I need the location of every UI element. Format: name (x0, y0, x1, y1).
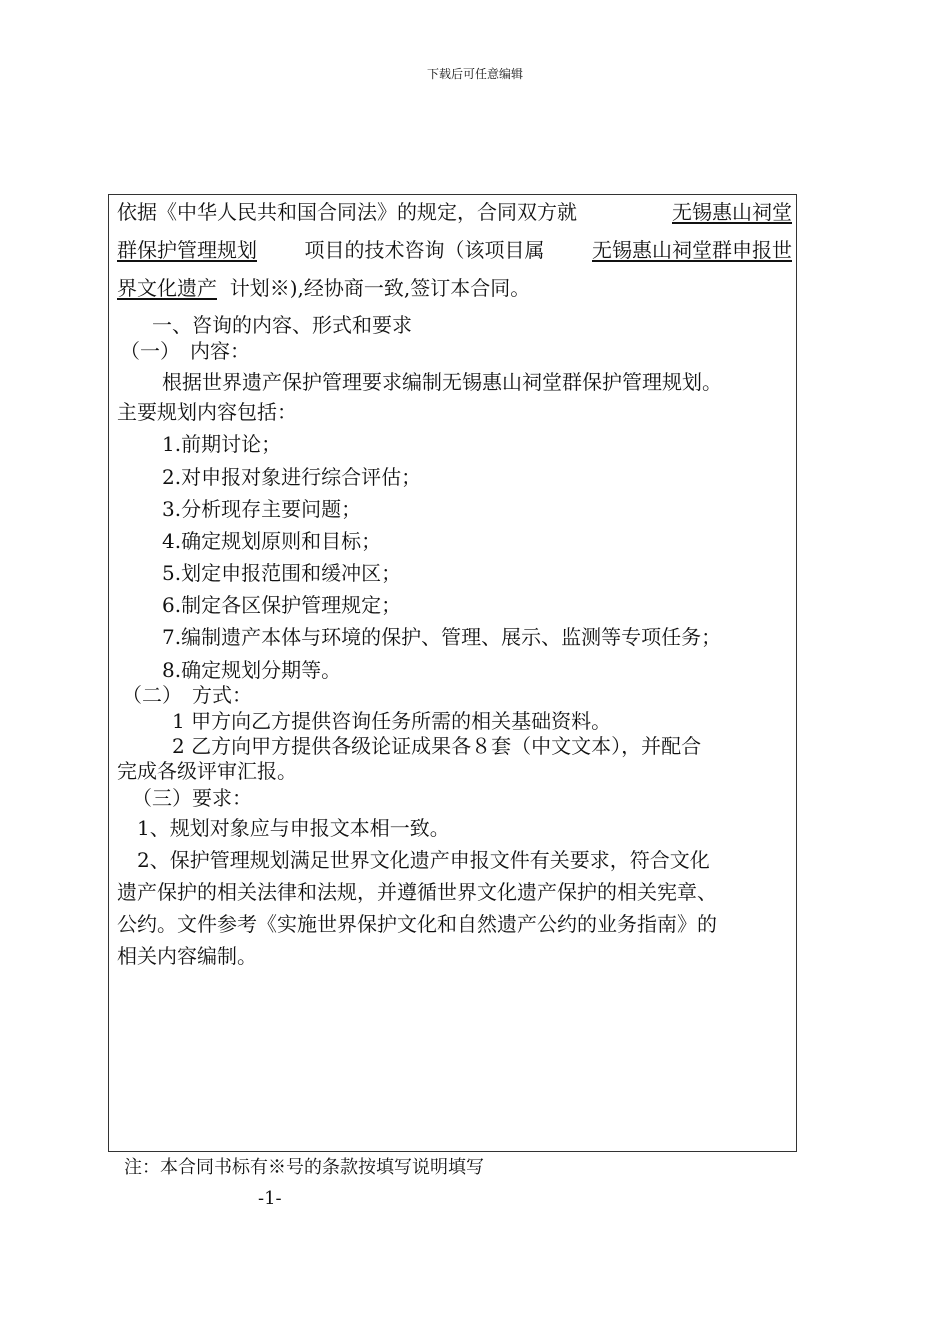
content-heading: （一） 内容： (120, 339, 250, 363)
requirement-item-continued: 公约。文件参考《实施世界保护文化和自然遗产公约的业务指南》的 (117, 912, 717, 936)
intro-text: 计划※),经协商一致,签订本合同。 (229, 276, 531, 300)
list-item: 1.前期讨论； (162, 432, 282, 456)
list-item: 5.划定申报范围和缓冲区； (162, 561, 402, 585)
requirement-item-continued: 遗产保护的相关法律和法规，并遵循世界文化遗产保护的相关宪章、 (117, 880, 717, 904)
project-name: 无锡惠山祠堂 (672, 200, 792, 224)
intro-line-3 (117, 274, 792, 302)
method-item: 1 甲方向乙方提供咨询任务所需的相关基础资料。 (172, 709, 612, 733)
footer-note: 注：本合同书标有※号的条款按填写说明填写 (124, 1157, 484, 1178)
requirements-heading: （三）要求： (132, 786, 252, 810)
intro-text: 依据《中华人民共和国合同法》的规定，合同双方就 (117, 200, 577, 224)
list-item: 4.确定规划原则和目标； (162, 529, 382, 553)
plan-name: 无锡惠山祠堂群申报世 (592, 238, 792, 262)
list-item: 6.制定各区保护管理规定； (162, 593, 402, 617)
page-header: 下载后可任意编辑 (426, 67, 523, 81)
section-title: 一、咨询的内容、形式和要求 (152, 313, 412, 337)
list-item: 2.对申报对象进行综合评估； (162, 465, 422, 489)
list-item: 3.分析现存主要问题； (162, 497, 362, 521)
requirement-item: 1、规划对象应与申报文本相一致。 (137, 816, 450, 840)
intro-line-2 (117, 236, 792, 264)
plan-name: 界文化遗产 (117, 276, 217, 300)
method-heading: （二） 方式： (122, 683, 252, 707)
intro-text: 项目的技术咨询（该项目属 (304, 238, 545, 262)
requirement-item: 2、保护管理规划满足世界文化遗产申报文件有关要求，符合文化 (137, 848, 710, 872)
list-item: 7.编制遗产本体与环境的保护、管理、展示、监测等专项任务； (162, 625, 722, 649)
project-name: 群保护管理规划 (117, 238, 257, 262)
requirement-item-continued: 相关内容编制。 (117, 944, 257, 968)
method-item: 2 乙方向甲方提供各级论证成果各８套（中文文本），并配合 (172, 734, 702, 758)
content-paragraph: 根据世界遗产保护管理要求编制无锡惠山祠堂群保护管理规划。 (162, 370, 722, 394)
page-number: -1- (258, 1188, 282, 1209)
list-item: 8.确定规划分期等。 (162, 658, 342, 682)
content-paragraph: 主要规划内容包括： (117, 400, 297, 424)
intro-line-1 (117, 198, 792, 226)
method-item-continued: 完成各级评审汇报。 (117, 759, 297, 783)
